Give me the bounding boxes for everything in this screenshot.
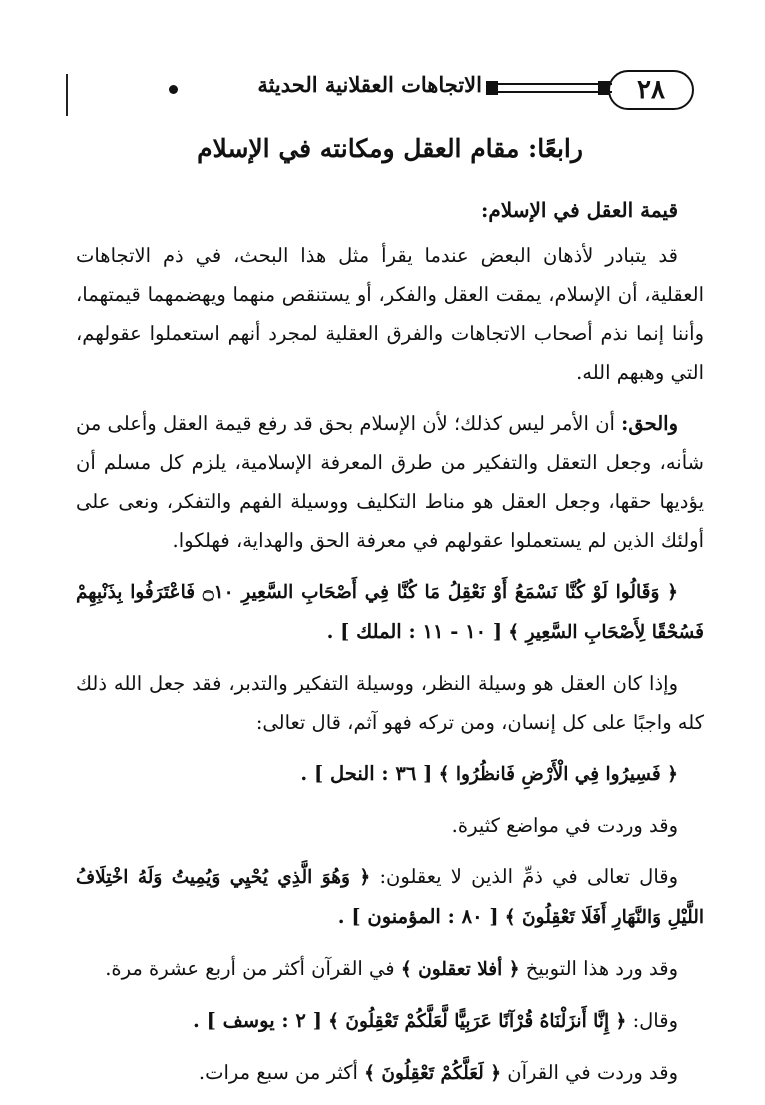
paragraph-text: أن الأمر ليس كذلك؛ لأن الإسلام بحق قد رفع قيمة العقل وأعلى من شأنه، وجعل التعقل والتفكير من طرق المعرفة الإسلامية، يلزم كل مسلم أن يؤديها حقها، وجعل العقل هو مناط التكليف ووسيلة الفهم والتفكر، ونعى على أولئك الذين لم يستعملوا عقولهم في معرفة الحق والهداية، فهلكوا. <box>76 412 704 552</box>
quote-reference: [ ٣٦ : النحل ] . <box>300 762 433 785</box>
quran-quote: ﴿ أفلا تعقلون ﴾ <box>400 959 520 980</box>
quran-quote: ﴿ وَهُوَ الَّذِي يُحْيِي وَيُمِيتُ وَلَهُ اخْتِلَافُ اللَّيْلِ وَالنَّهَارِ أَفَلَا تَعْقِلُونَ ﴾ <box>76 867 704 928</box>
paragraph-text: في القرآن أكثر من أربع عشرة مرة. <box>105 957 401 980</box>
margin-line <box>66 74 68 116</box>
paragraph <box>76 236 704 392</box>
paragraph <box>76 664 704 742</box>
page-number: ٢٨ <box>608 70 694 110</box>
paragraph <box>76 404 704 560</box>
paragraph-text: وقال: <box>626 1009 678 1032</box>
header-square-ornament <box>486 81 498 95</box>
header-double-rule <box>492 83 612 93</box>
header-dot-ornament <box>169 85 178 94</box>
quote-reference: [ ٢ : يوسف ] . <box>193 1009 322 1032</box>
paragraph-text: وقد ورد هذا التوبيخ <box>519 957 678 980</box>
paragraph <box>76 806 704 845</box>
paragraph <box>76 949 704 989</box>
quran-quote: ﴿ لَعَلَّكُمْ تَعْقِلُونَ ﴾ <box>364 1063 502 1084</box>
quran-quote: ﴿ إِنَّا أَنزَلْنَاهُ قُرْآنًا عَرَبِيًّا لَّعَلَّكُمْ تَعْقِلُونَ ﴾ <box>328 1011 627 1032</box>
running-header <box>84 66 694 114</box>
paragraph <box>76 857 704 937</box>
paragraph-text: قد يتبادر لأذهان البعض عندما يقرأ مثل هذا البحث، في ذم الاتجاهات العقلية، أن الإسلام، يمقت العقل والفكر، أو يستنقص منهما ويهضمهما قيمتهما، وأننا إنما نذم أصحاب الاتجاهات والفرق العقلية لمجرد أنهم استعملوا عقولهم، التي وهبهم الله. <box>76 244 704 384</box>
paragraph-text: وقد وردت في القرآن <box>501 1061 678 1084</box>
quran-quote: ﴿ وَقَالُوا لَوْ كُنَّا نَسْمَعُ أَوْ نَعْقِلُ مَا كُنَّا فِي أَصْحَابِ السَّعِيرِ ۝١٠ فَاعْتَرَفُوا بِذَنْبِهِمْ فَسُحْقًا لِأَصْحَابِ السَّعِيرِ ﴾ <box>76 582 704 643</box>
paragraph-text: وقد وردت في مواضع كثيرة. <box>451 814 678 837</box>
running-title: الاتجاهات العقلانية الحديثة <box>257 72 482 97</box>
paragraph-text: أكثر من سبع مرات. <box>198 1061 365 1084</box>
paragraph <box>76 1053 704 1093</box>
subheading: قيمة العقل في الإسلام: <box>481 198 678 222</box>
quote-reference: [ ٨٠ : المؤمنون ] . <box>337 905 499 928</box>
paragraph-text: وقال تعالى في ذمِّ الذين لا يعقلون: <box>370 865 678 888</box>
paragraph <box>76 1001 704 1041</box>
section-title: رابعًا: مقام العقل ومكانته في الإسلام <box>197 134 583 163</box>
paragraph-lead: والحق: <box>621 412 678 435</box>
quran-quote-paragraph <box>76 754 704 794</box>
quran-quote-paragraph <box>76 572 704 652</box>
paragraph-text: وإذا كان العقل هو وسيلة النظر، ووسيلة التفكير والتدبر، فقد جعل الله ذلك كله واجبًا على كل إنسان، ومن تركه فهو آثم، قال تعالى: <box>76 672 704 734</box>
page-content <box>76 126 704 1105</box>
quran-quote: ﴿ فَسِيرُوا فِي الْأَرْضِ فَانظُرُوا ﴾ <box>438 764 678 785</box>
quote-reference: [ ١٠ - ١١ : الملك ] . <box>326 620 503 643</box>
header-square-ornament <box>598 81 610 95</box>
